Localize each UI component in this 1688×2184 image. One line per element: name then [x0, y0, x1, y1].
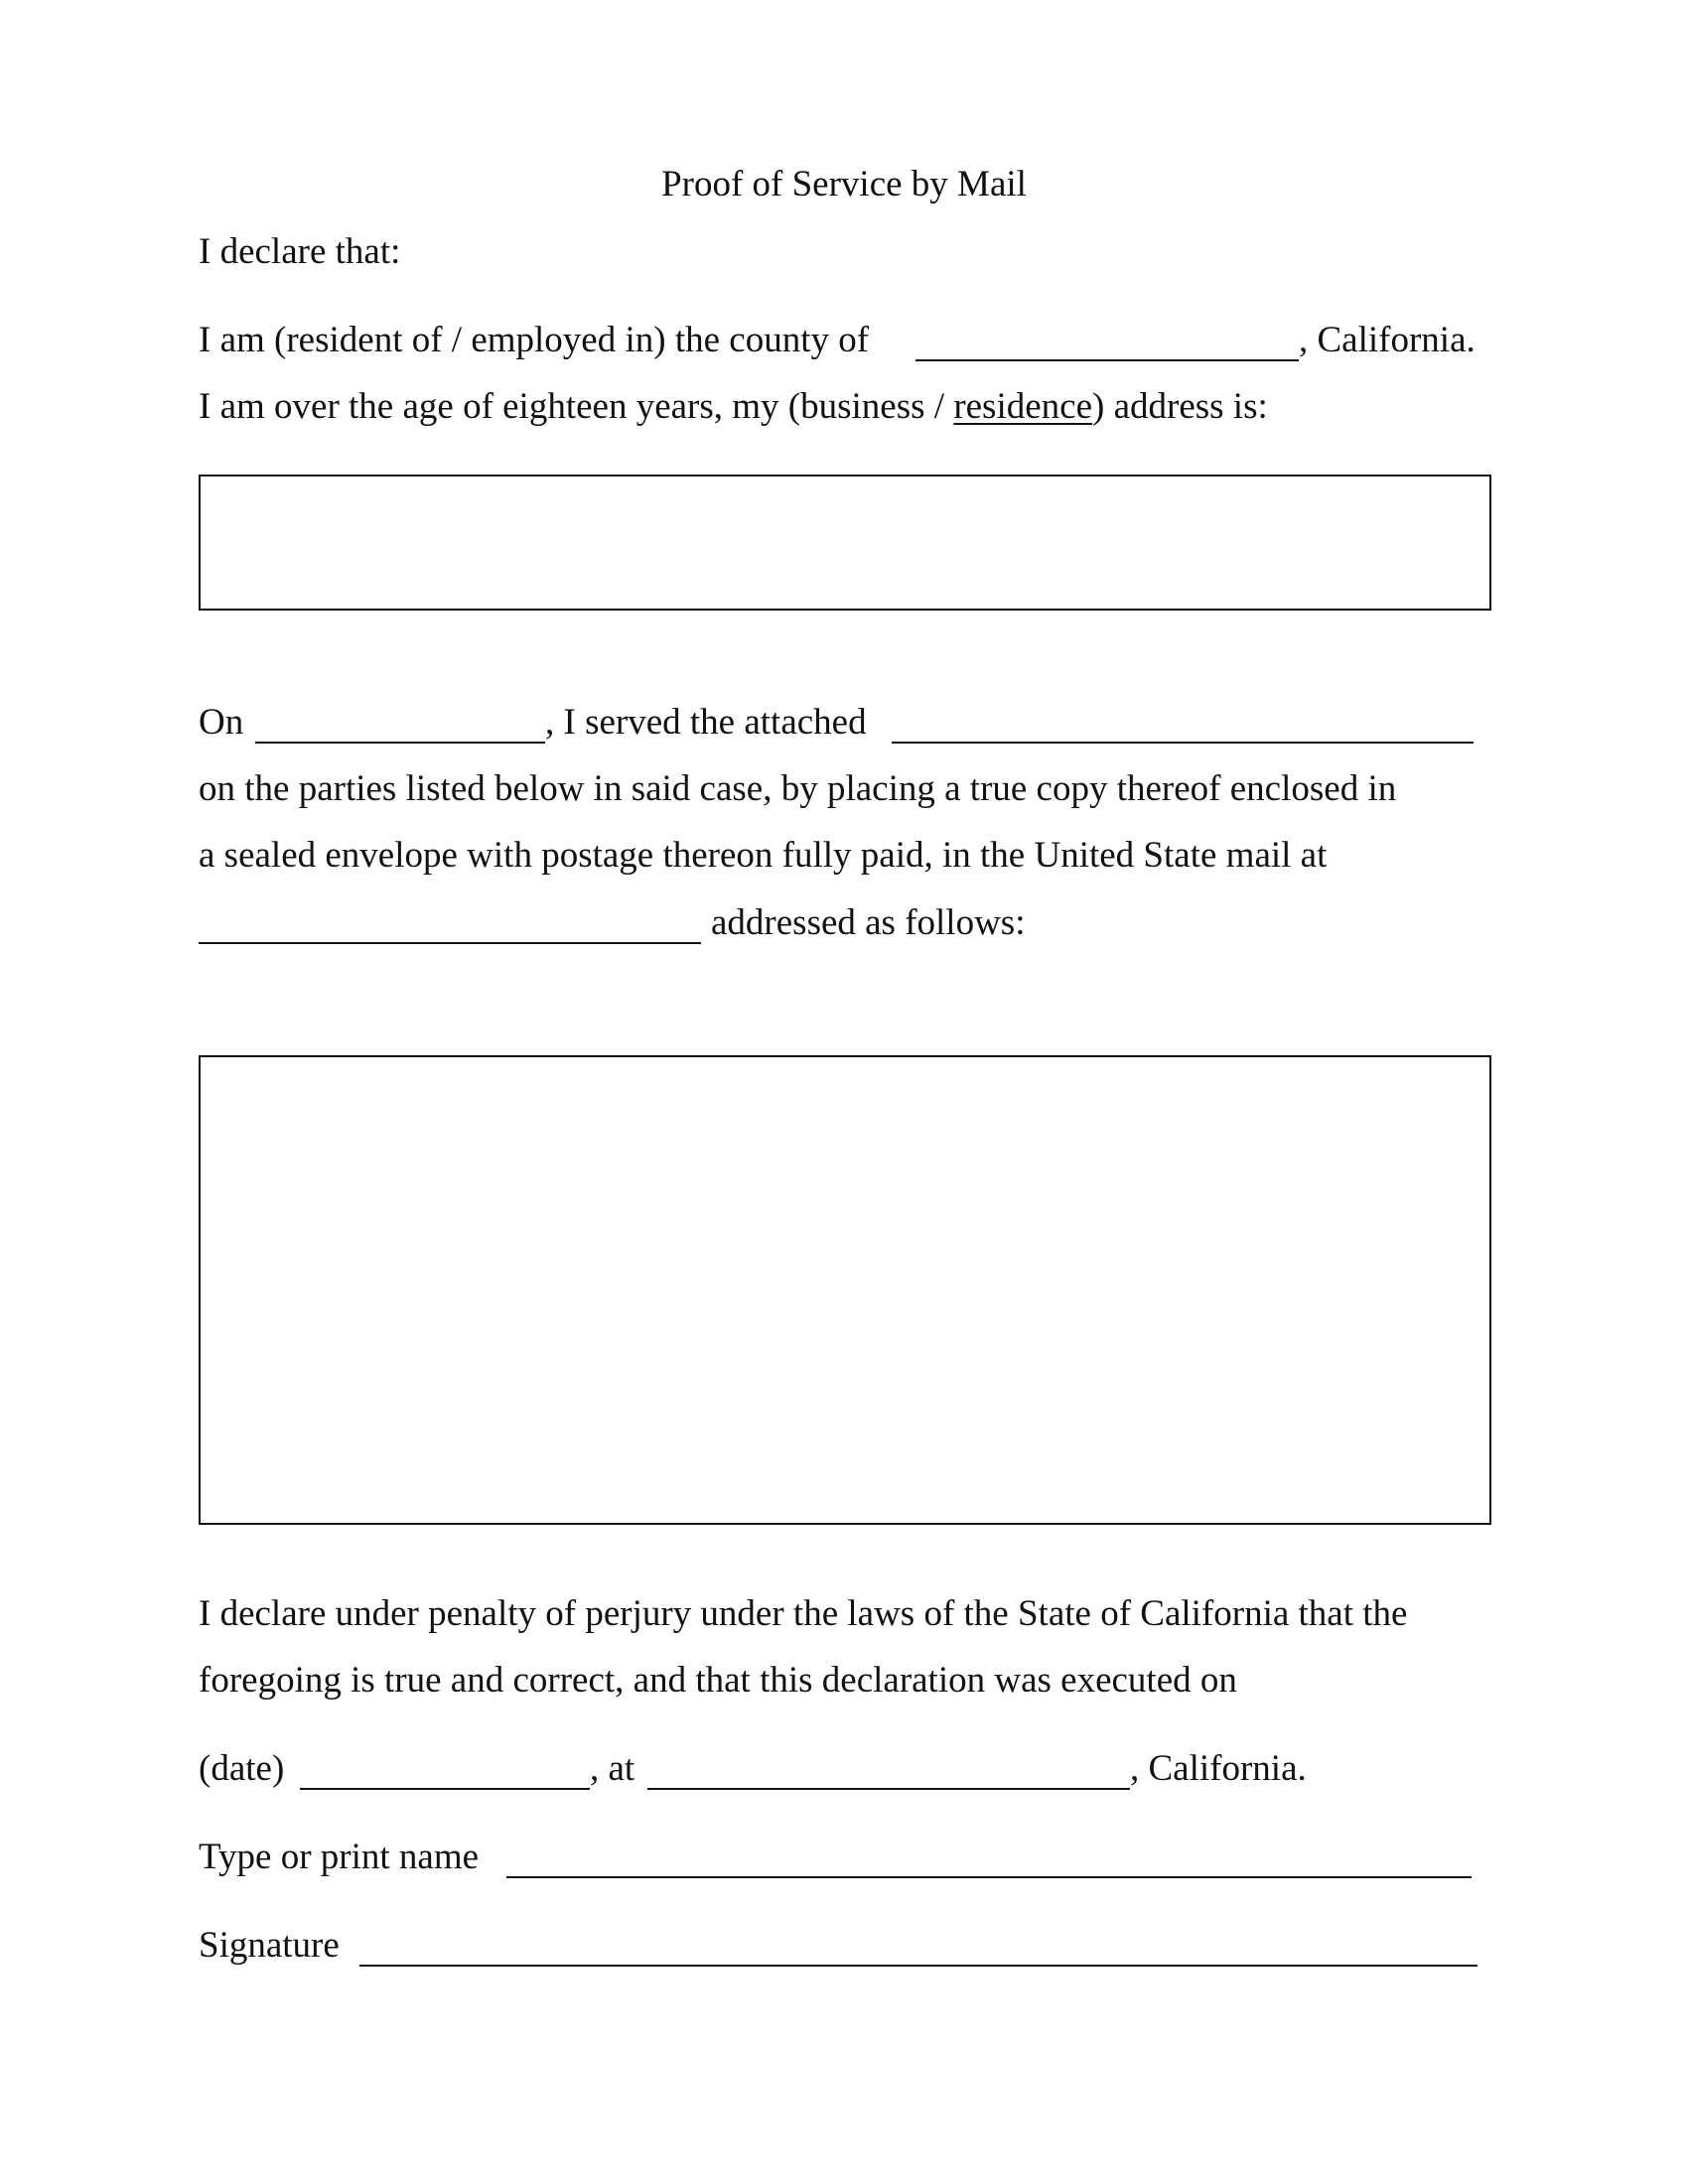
address-line-prefix: I am over the age of eighteen years, my (business / — [199, 386, 954, 427]
signature-label: Signature — [199, 1925, 340, 1966]
address-line-suffix: ) address is: — [1092, 386, 1268, 427]
page-title: Proof of Service by Mail — [661, 164, 1027, 205]
declaration-line-1: I declare under penalty of perjury under the laws of the State of California that the — [199, 1593, 1408, 1634]
body-line-2: a sealed envelope with postage thereon fully paid, in the United State mail at — [199, 835, 1328, 876]
address-line — [199, 385, 1268, 429]
document-served-field[interactable] — [892, 742, 1474, 744]
at-label: , at — [590, 1748, 635, 1789]
served-attached-label: , I served the attached — [545, 702, 867, 743]
signature-field[interactable] — [359, 1965, 1477, 1967]
printed-name-label: Type or print name — [199, 1837, 480, 1877]
execution-city-field[interactable] — [647, 1788, 1130, 1790]
date-line-california: , California. — [1130, 1748, 1307, 1789]
date-label: (date) — [199, 1748, 285, 1789]
service-date-field[interactable] — [255, 742, 545, 744]
body-line-1: on the parties listed below in said case, by placing a true copy thereof enclosed in — [199, 768, 1397, 809]
service-on-label: On — [199, 702, 244, 743]
residence-underlined: residence — [953, 386, 1093, 427]
printed-name-field[interactable] — [506, 1876, 1472, 1878]
county-line-prefix: I am (resident of / employed in) the county of — [199, 320, 870, 360]
execution-date-field[interactable] — [300, 1788, 590, 1790]
mailing-city-field[interactable] — [199, 942, 701, 944]
parties-address-box[interactable] — [199, 1055, 1491, 1525]
county-field[interactable] — [915, 359, 1299, 361]
declaration-line-2: foregoing is true and correct, and that this declaration was executed on — [199, 1660, 1237, 1701]
county-line-suffix: , California. — [1299, 320, 1476, 360]
address-box[interactable] — [199, 475, 1491, 611]
intro-text: I declare that: — [199, 231, 401, 272]
addressed-as-follows-label: addressed as follows: — [711, 902, 1026, 943]
